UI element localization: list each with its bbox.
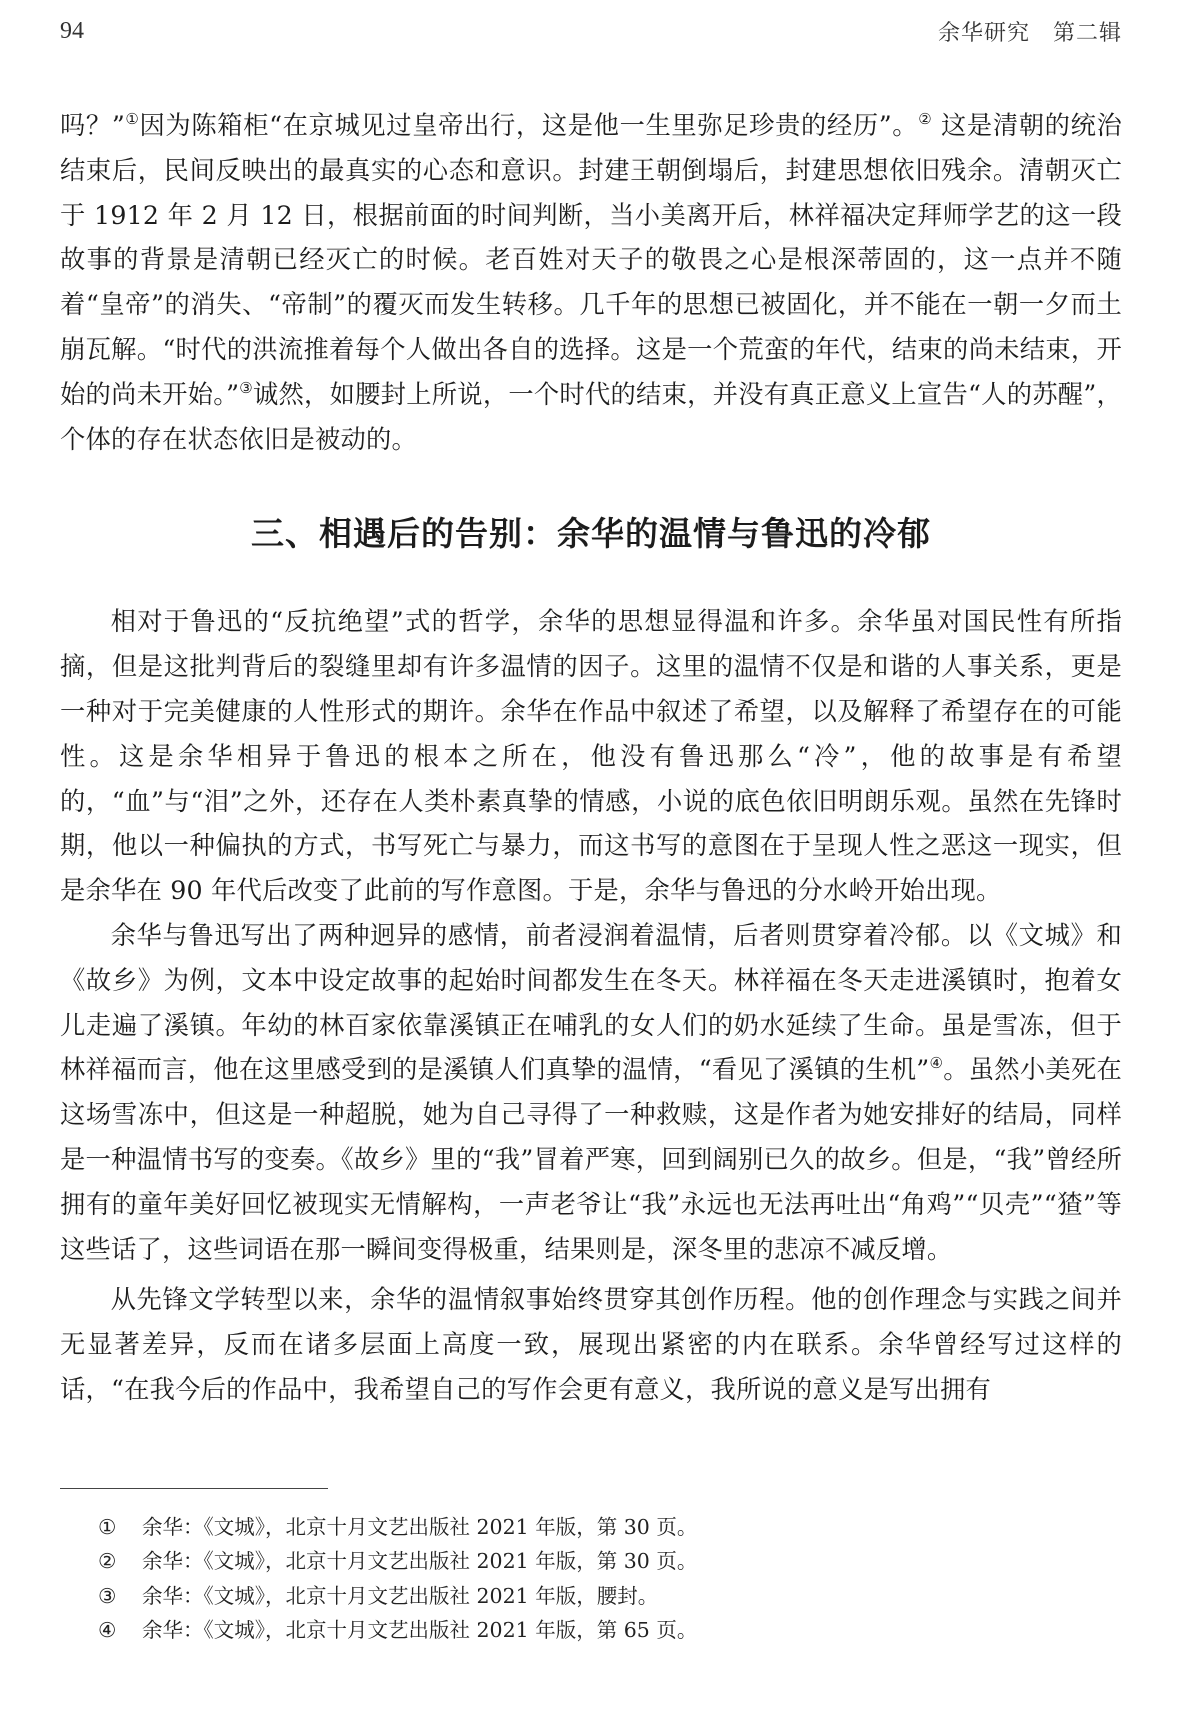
- paragraph-4: 从先锋文学转型以来，余华的温情叙事始终贯穿其创作历程。他的创作理念与实践之间并无显著差异，反而在诸多层面上高度一致，展现出紧密的内在联系。余华曾经写过这样的话，“在我今后的作品中，我希望自己的写作会更有意义，我所说的意义是写出拥有: [60, 1285, 1122, 1404]
- paragraph-2: 相对于鲁迅的“反抗绝望”式的哲学，余华的思想显得温和许多。余华虽对国民性有所指摘，但是这批判背后的裂缝里却有许多温情的因子。这里的温情不仅是和谐的人事关系，更是一种对于完美健康的人性形式的期许。余华在作品中叙述了希望，以及解释了希望存在的可能性。这是余华相异于鲁迅的根本之所在，他没有鲁迅那么“冷”，他的故事是有希望的，“血”与“泪”之外，还存在人类朴素真挚的情感，小说的底色依旧明朗乐观。虽然在先锋时期，他以一种偏执的方式，书写死亡与暴力，而这书写的意图在于呈现人性之恶这一现实，但是余华在 90 年代后改变了此前的写作意图。于是，余华与鲁迅的分水岭开始出现。: [60, 607, 1122, 906]
- footnotes: [98, 1510, 1098, 1647]
- paragraph-3: [60, 914, 1122, 1272]
- footnote-ref-3[interactable]: ③: [239, 378, 253, 397]
- para1-text-1: 吗？”: [60, 111, 125, 140]
- footnote-ref-2[interactable]: ②: [918, 110, 933, 128]
- paragraph-1: [60, 104, 1122, 462]
- footnote-text: 余华：《文城》，北京十月文艺出版社 2021 年版，腰封。: [142, 1583, 659, 1608]
- footnote-divider: [60, 1488, 328, 1489]
- footnote-mark: ③: [98, 1583, 117, 1608]
- footnote-ref-1[interactable]: ①: [124, 110, 140, 128]
- para1-text-2: 因为陈箱柜“在京城见过皇帝出行，这是他一生里弥足珍贵的经历”。: [139, 111, 919, 140]
- footnote-text: 余华：《文城》，北京十月文艺出版社 2021 年版，第 65 页。: [142, 1617, 698, 1642]
- para1-text-4: 诚然，如腰封上所说，一个时代的结束，并没有真正意义上宣告“人的苏醒”，个体的存在状态依旧是被动的。: [60, 379, 1122, 454]
- running-header: [60, 14, 1122, 48]
- footnote-text: 余华：《文城》，北京十月文艺出版社 2021 年版，第 30 页。: [142, 1549, 698, 1574]
- section-heading: 三、相遇后的告别：余华的温情与鲁迅的冷郁: [251, 514, 931, 554]
- main-text: [60, 104, 1122, 1413]
- footnote-item: [98, 1544, 1098, 1578]
- footnote-mark: ④: [98, 1617, 117, 1642]
- footnote-text: 余华：《文城》，北京十月文艺出版社 2021 年版，第 30 页。: [142, 1515, 698, 1539]
- journal-title: 余华研究 第二辑: [937, 20, 1122, 46]
- footnote-ref-4[interactable]: ④: [929, 1054, 944, 1073]
- footnote-item: [98, 1510, 1098, 1544]
- page-number: 94: [60, 17, 84, 44]
- para3-text-2: 。虽然小美死在这场雪冻中，但这是一种超脱，她为自己寻得了一种救赎，这是作者为她安排好的结局，同样是一种温情书写的变奏。《故乡》里的“我”冒着严寒，回到阔别已久的故乡。但是，“我”曾经所拥有的童年美好回忆被现实无情解构，一声老爷让“我”永远也无法再吐出“角鸡”“贝壳”“猹”等这些话了，这些词语在那一瞬间变得极重，结果则是，深冬里的悲凉不减反增。: [60, 1055, 1122, 1264]
- footnote-item: [98, 1613, 1098, 1647]
- footnote-mark: ①: [98, 1515, 117, 1539]
- para1-text-3: 这是清朝的统治结束后，民间反映出的最真实的心态和意识。封建王朝倒塌后，封建思想依旧残余。清朝灭亡于 1912 年 2 月 12 日，根据前面的时间判断，当小美离开后，林祥福决定拜师学艺的这一段故事的背景是清朝已经灭亡的时候。老百姓对天子的敬畏之心是根深蒂固的，这一点并不随着“皇帝”的消失、“帝制”的覆灭而发生转移。几千年的思想已被固化，并不能在一朝一夕而土崩瓦解。“时代的洪流推着每个人做出各自的选择。这是一个荒蛮的年代，结束的尚未结束，开始的尚未开始。”: [60, 111, 1122, 409]
- footnote-mark: ②: [98, 1549, 117, 1574]
- footnote-item: [98, 1579, 1098, 1613]
- para3-text-1: 余华与鲁迅写出了两种迥异的感情，前者浸润着温情，后者则贯穿着冷郁。以《文城》和《故乡》为例，文本中设定故事的起始时间都发生在冬天。林祥福在冬天走进溪镇时，抱着女儿走遍了溪镇。年幼的林百家依靠溪镇正在哺乳的女人们的奶水延续了生命。虽是雪冻，但于林祥福而言，他在这里感受到的是溪镇人们真挚的温情，“看见了溪镇的生机”: [60, 920, 1122, 1085]
